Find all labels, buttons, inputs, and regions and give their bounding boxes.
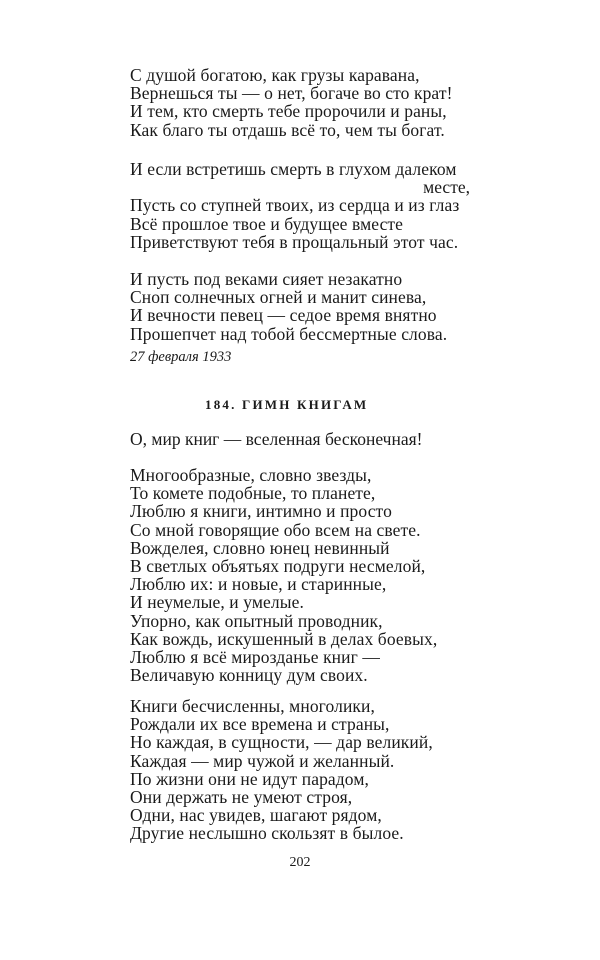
verse-line: Как вождь, искушенный в делах боевых,: [130, 628, 438, 649]
verse-line: То комете подобные, то планете,: [130, 483, 376, 504]
verse-line: Книги бесчисленны, многолики,: [130, 696, 375, 716]
verse-line: Но каждая, в сущности, — дар великий,: [130, 732, 433, 753]
verse-line: Упорно, как опытный проводник,: [130, 610, 383, 631]
stanza-3: [130, 270, 447, 343]
verse-line: И тем, кто смерть тебе пророчили и раны,: [130, 101, 447, 122]
verse-line: Одни, нас увидев, шагают рядом,: [130, 805, 382, 826]
verse-line: Всё прошлое твое и будущее вместе: [130, 213, 404, 234]
verse-line: Прошепчет над тобой бессмертные слова.: [130, 323, 448, 344]
verse-line: Они держать не умеют строя,: [130, 787, 353, 808]
epigraph: О, мир книг — вселенная бесконечная!: [130, 429, 423, 449]
poem-title: 184. ГИМН КНИГАМ: [205, 397, 369, 412]
verse-line: И неумелые, и умелые.: [130, 592, 304, 613]
verse-line: Каждая — мир чужой и желанный.: [130, 750, 395, 771]
verse-line: Со мной говорящие обо всем на свете.: [130, 519, 421, 540]
stanza-2: [130, 160, 470, 251]
verse-line: Многообразные, словно звезды,: [130, 465, 372, 485]
stanza-1: [130, 66, 453, 139]
verse-line: И пусть под веками сияет незакатно: [130, 269, 403, 289]
stanza-5: [130, 697, 433, 843]
verse-line: Вернешься ты — о нет, богаче во сто крат!: [130, 83, 453, 104]
stanza-4: [130, 466, 437, 684]
verse-line: Приветствуют тебя в прощальный этот час.: [130, 231, 459, 252]
verse-line: И если встретишь смерть в глухом далеком: [130, 159, 457, 179]
verse-line: Люблю я всё мирозданье книг —: [130, 647, 380, 668]
verse-line: Люблю их: и новые, и старинные,: [130, 574, 387, 595]
poem-date: 27 февраля 1933: [130, 349, 232, 365]
verse-line: В светлых объятьях подруги несмелой,: [130, 556, 426, 577]
verse-line: Вожделея, словно юнец невинный: [130, 537, 390, 558]
verse-line: Рождали их все времена и страны,: [130, 714, 390, 735]
verse-line: С душой богатою, как грузы каравана,: [130, 65, 420, 85]
verse-line: Другие неслышно скользят в былое.: [130, 823, 404, 844]
verse-line: Люблю я книги, интимно и просто: [130, 501, 392, 522]
verse-line: Как благо ты отдашь всё то, чем ты богат.: [130, 119, 445, 140]
verse-line: Величавую конницу дум своих.: [130, 665, 368, 686]
verse-line: По жизни они не идут парадом,: [130, 768, 369, 789]
verse-line-continuation: месте,: [423, 177, 470, 198]
verse-line: Сноп солнечных огней и манит синева,: [130, 287, 427, 308]
verse-line: И вечности певец — седое время внятно: [130, 305, 437, 326]
verse-line: Пусть со ступней твоих, из сердца и из глаз: [130, 195, 460, 216]
page-number: 202: [289, 855, 311, 870]
